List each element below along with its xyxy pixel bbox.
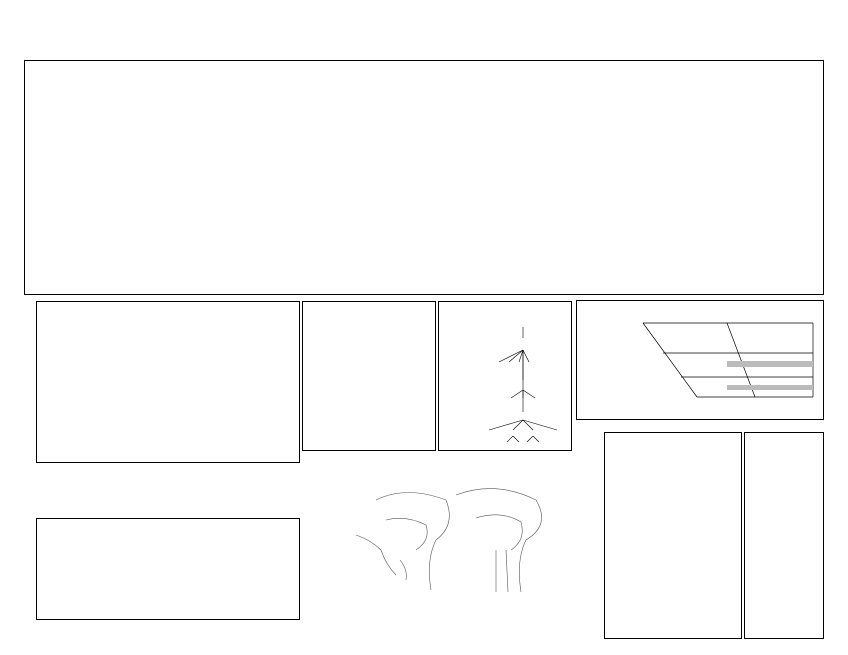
ipa-consonant-chart	[36, 301, 300, 463]
feature-geometry-box	[438, 301, 572, 451]
diacritics-box	[604, 432, 742, 639]
vowel-trapezoid	[577, 301, 823, 419]
suprasegmentals-box	[744, 432, 824, 639]
vocal-tract-diagram	[336, 480, 566, 602]
more-sounds-box	[302, 301, 436, 451]
feature-matrix	[24, 60, 824, 295]
geometry-tree	[439, 302, 571, 450]
vowel-chart	[576, 300, 824, 420]
sonority-scale	[36, 518, 300, 620]
